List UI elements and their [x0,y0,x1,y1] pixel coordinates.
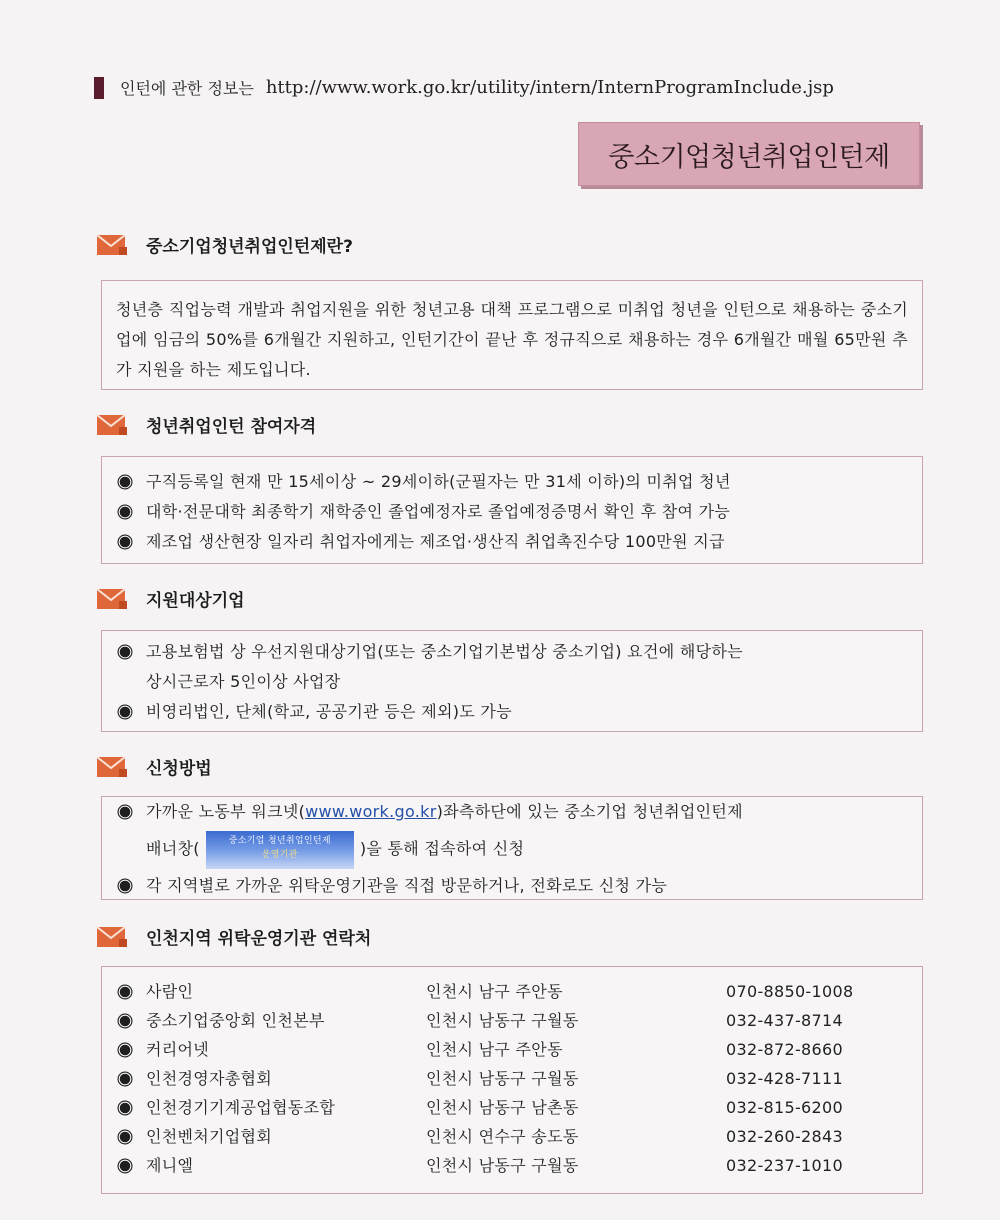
contacts-table [114,977,906,1180]
bullet-icon [120,881,131,892]
bullet-icon [120,537,131,548]
bullet-icon [120,987,131,998]
contact-phone: 032-815-6200 [726,1098,843,1117]
table-row [114,1122,906,1151]
table-row [114,1064,906,1093]
list-item-text: 배너창( [146,839,200,858]
bullet-icon [120,1045,131,1056]
contact-name-text: 제니엘 [146,1156,194,1175]
contact-address: 인천시 남동구 남촌동 [426,1098,579,1117]
list-item-text: )좌측하단에 있는 중소기업 청년취업인턴제 [436,802,743,821]
contact-phone: 070-8850-1008 [726,982,854,1001]
contact-name-text: 커리어넷 [146,1040,210,1059]
envelope-icon [96,587,128,611]
section-heading-text: 인천지역 위탁운영기관 연락처 [146,929,372,949]
contact-phone: 032-260-2843 [726,1127,843,1146]
bullet-icon [120,807,131,818]
about-box [101,280,923,390]
list-item [114,467,910,497]
section-heading-text: 신청방법 [146,759,212,779]
contact-name [114,977,426,1006]
info-label: 인턴에 관한 정보는 [120,79,254,98]
contact-name-text: 사람인 [146,982,194,1001]
worknet-link[interactable]: www.work.go.kr [305,802,437,821]
envelope-icon [96,413,128,437]
contact-phone: 032-237-1010 [726,1156,843,1175]
section-heading-text: 중소기업청년취업인턴제란? [146,237,353,257]
table-row [114,1151,906,1180]
bullet-icon [120,1161,131,1172]
about-text: 청년층 직업능력 개발과 취업지원을 위한 청년고용 대책 프로그램으로 미취업 청년을 인턴으로 채용하는 중소기업에 임금의 50%를 6개월간 지원하고, 인턴기간이 끝난 후 정규직으로 채용하는 경우 6개월간 매월 65만원 추가 지원을 하는 제도입니다. [116,300,908,379]
contact-phone: 032-428-7111 [726,1069,843,1088]
contact-address: 인천시 남구 주안동 [426,982,563,1001]
contact-address: 인천시 연수구 송도동 [426,1127,579,1146]
marker-icon [94,77,104,99]
section-heading-contacts [96,924,371,949]
contact-address: 인천시 남구 주안동 [426,1040,563,1059]
contact-name-text: 인천벤처기업협회 [146,1127,273,1146]
contacts-box [101,966,923,1194]
contact-name-text: 중소기업중앙회 인천본부 [146,1011,325,1030]
section-heading-about [96,232,353,257]
list-item-text: 가까운 노동부 워크넷( [146,802,306,821]
envelope-icon [96,925,128,949]
contact-name [114,1035,426,1064]
contact-phone: 032-872-8660 [726,1040,843,1059]
table-row [114,1035,906,1064]
envelope-icon [96,233,128,257]
table-row [114,1093,906,1122]
list-item-text: 구직등록일 현재 만 15세이상 ~ 29세이하(군필자는 만 31세 이하)의 미취업 청년 [146,472,731,491]
contact-name [114,1151,426,1180]
list-item-continuation [114,667,910,697]
banner-text: 중소기업 청년취업인턴제 [228,835,331,846]
contact-address: 인천시 남동구 구월동 [426,1156,579,1175]
contact-name [114,1093,426,1122]
section-heading-eligibility [96,412,316,437]
list-item [114,527,910,557]
section-heading-text: 지원대상기업 [146,591,245,611]
list-item-text: 대학·전문대학 최종학기 재학중인 졸업예정자로 졸업예정증명서 확인 후 참여 가능 [146,502,731,521]
banner-subtext: 운영기관 [261,849,298,860]
bullet-icon [120,1074,131,1085]
bullet-icon [120,477,131,488]
table-row [114,1006,906,1035]
bullet-icon [120,1132,131,1143]
info-url: http://www.work.go.kr/utility/intern/InternProgramInclude.jsp [265,77,834,98]
contact-name-text: 인천경영자총협회 [146,1069,273,1088]
contact-address: 인천시 남동구 구월동 [426,1069,579,1088]
list-item-text: 고용보험법 상 우선지원대상기업(또는 중소기업기본법상 중소기업) 요건에 해당하는 [146,642,743,661]
list-item-text: 각 지역별로 가까운 위탁운영기관을 직접 방문하거나, 전화로도 신청 가능 [146,876,668,895]
section-heading-companies [96,586,245,611]
bullet-icon [120,707,131,718]
list-item-continuation [114,827,910,871]
list-item [114,497,910,527]
bullet-icon [120,647,131,658]
intern-banner[interactable] [206,831,354,869]
contact-name [114,1122,426,1151]
section-heading-text: 청년취업인턴 참여자격 [146,417,317,437]
section-heading-apply [96,754,212,779]
contact-name [114,1006,426,1035]
contact-name-text: 인천경기기계공업협동조합 [146,1098,336,1117]
list-item [114,797,910,827]
list-item-text: 비영리법인, 단체(학교, 공공기관 등은 제외)도 가능 [146,702,512,721]
page-title: 중소기업청년취업인턴제 [578,122,920,186]
contact-address: 인천시 남동구 구월동 [426,1011,579,1030]
contact-name [114,1064,426,1093]
bullet-icon [120,1016,131,1027]
list-item-text: )을 통해 접속하여 신청 [359,839,525,858]
contact-phone: 032-437-8714 [726,1011,843,1030]
eligibility-box [101,456,923,564]
companies-box [101,630,923,732]
list-item [114,697,910,727]
apply-box [101,796,923,900]
bullet-icon [120,507,131,518]
envelope-icon [96,755,128,779]
list-item-text: 상시근로자 5인이상 사업장 [146,672,341,691]
list-item [114,871,910,901]
table-row [114,977,906,1006]
list-item [114,637,910,667]
list-item-text: 제조업 생산현장 일자리 취업자에게는 제조업·생산직 취업촉진수당 100만원 지급 [146,532,725,551]
info-line [94,76,834,99]
bullet-icon [120,1103,131,1114]
